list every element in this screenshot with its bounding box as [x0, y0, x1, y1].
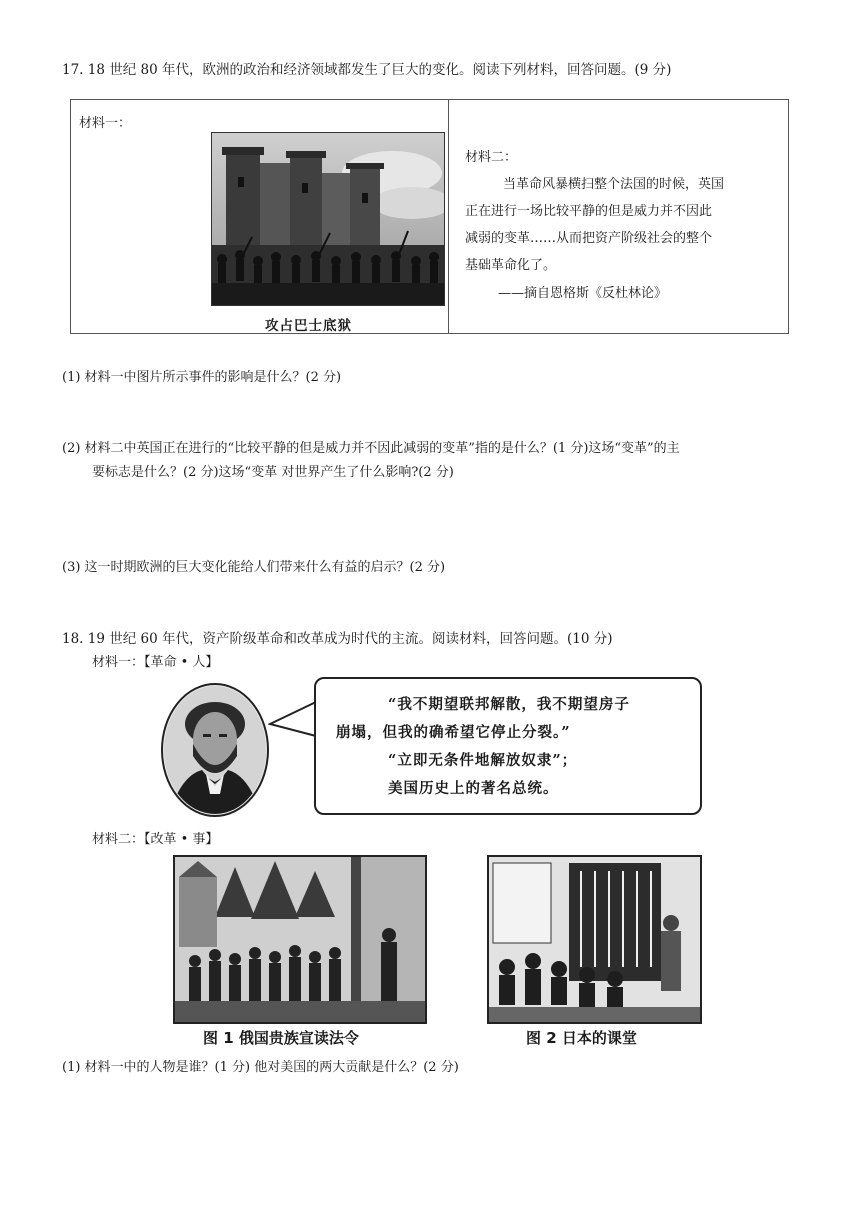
material1-label: 材料一：: [79, 116, 132, 131]
figure1-caption: 图 1 俄国贵族宣读法令: [203, 1029, 359, 1047]
quote-line-2: 崩塌，但我的确希望它停止分裂。”: [336, 724, 571, 741]
quote-line-1: “我不期望联邦解散，我不期望房子: [388, 696, 630, 713]
russian-nobles-image: [173, 855, 427, 1024]
material2-source: ——摘自恩格斯《反杜林论》: [498, 286, 668, 301]
materials-table: [70, 99, 789, 334]
nobles-illustration: [175, 857, 425, 1022]
portrait-illustration: [160, 682, 270, 818]
material2-line-1: 当革命风暴横扫整个法国的时候，英国: [503, 177, 725, 192]
material2-line-2: 正在进行一场比较平静的但是威力并不因此: [465, 204, 713, 219]
q17-sub1: (1) 材料一中图片所示事件的影响是什么？(2 分): [62, 370, 342, 385]
material2-label: 材料二：: [465, 150, 518, 165]
table-divider: [448, 100, 449, 333]
lincoln-portrait: [160, 682, 270, 818]
q18-material2-label: 材料二：【改革 • 事】: [92, 832, 219, 847]
q17-sub3: (3) 这一时期欧洲的巨大变化能给人们带来什么有益的启示？(2 分): [62, 560, 446, 575]
material2-line-3: 减弱的变革……从而把资产阶级社会的整个: [465, 231, 713, 246]
q17-sub2-line1: (2) 材料二中英国正在进行的“比较平静的但是威力并不因此减弱的变革”指的是什么？(1 分)这场“变革”的主: [62, 441, 680, 456]
bastille-caption: 攻占巴士底狱: [265, 318, 352, 334]
figure2-caption: 图 2 日本的课堂: [526, 1029, 637, 1047]
classroom-illustration: [489, 857, 700, 1022]
quote-bubble: [314, 677, 702, 815]
quote-line-4: 美国历史上的著名总统。: [388, 780, 559, 797]
question-17-stem: 17. 18 世纪 80 年代，欧洲的政治和经济领域都发生了巨大的变化。阅读下列材料，回答问题。(9 分): [62, 62, 672, 78]
quote-line-3: “立即无条件地解放奴隶”；: [388, 752, 578, 769]
material2-line-4: 基础革命化了。: [465, 258, 557, 273]
question-18-stem: 18. 19 世纪 60 年代，资产阶级革命和改革成为时代的主流。阅读材料，回答问题。(10 分): [62, 631, 613, 647]
q18-sub1: (1) 材料一中的人物是谁？(1 分) 他对美国的两大贡献是什么？(2 分): [62, 1060, 459, 1075]
q17-sub2-line2: 要标志是什么？(2 分)这场“变革 对世界产生了什么影响?(2 分): [92, 465, 454, 480]
japanese-classroom-image: [487, 855, 702, 1024]
bastille-illustration: [212, 133, 444, 305]
speech-bubble-tail: [268, 700, 318, 740]
bastille-storming-image: [211, 132, 445, 306]
q18-material1-label: 材料一：【革命 • 人】: [92, 655, 219, 670]
